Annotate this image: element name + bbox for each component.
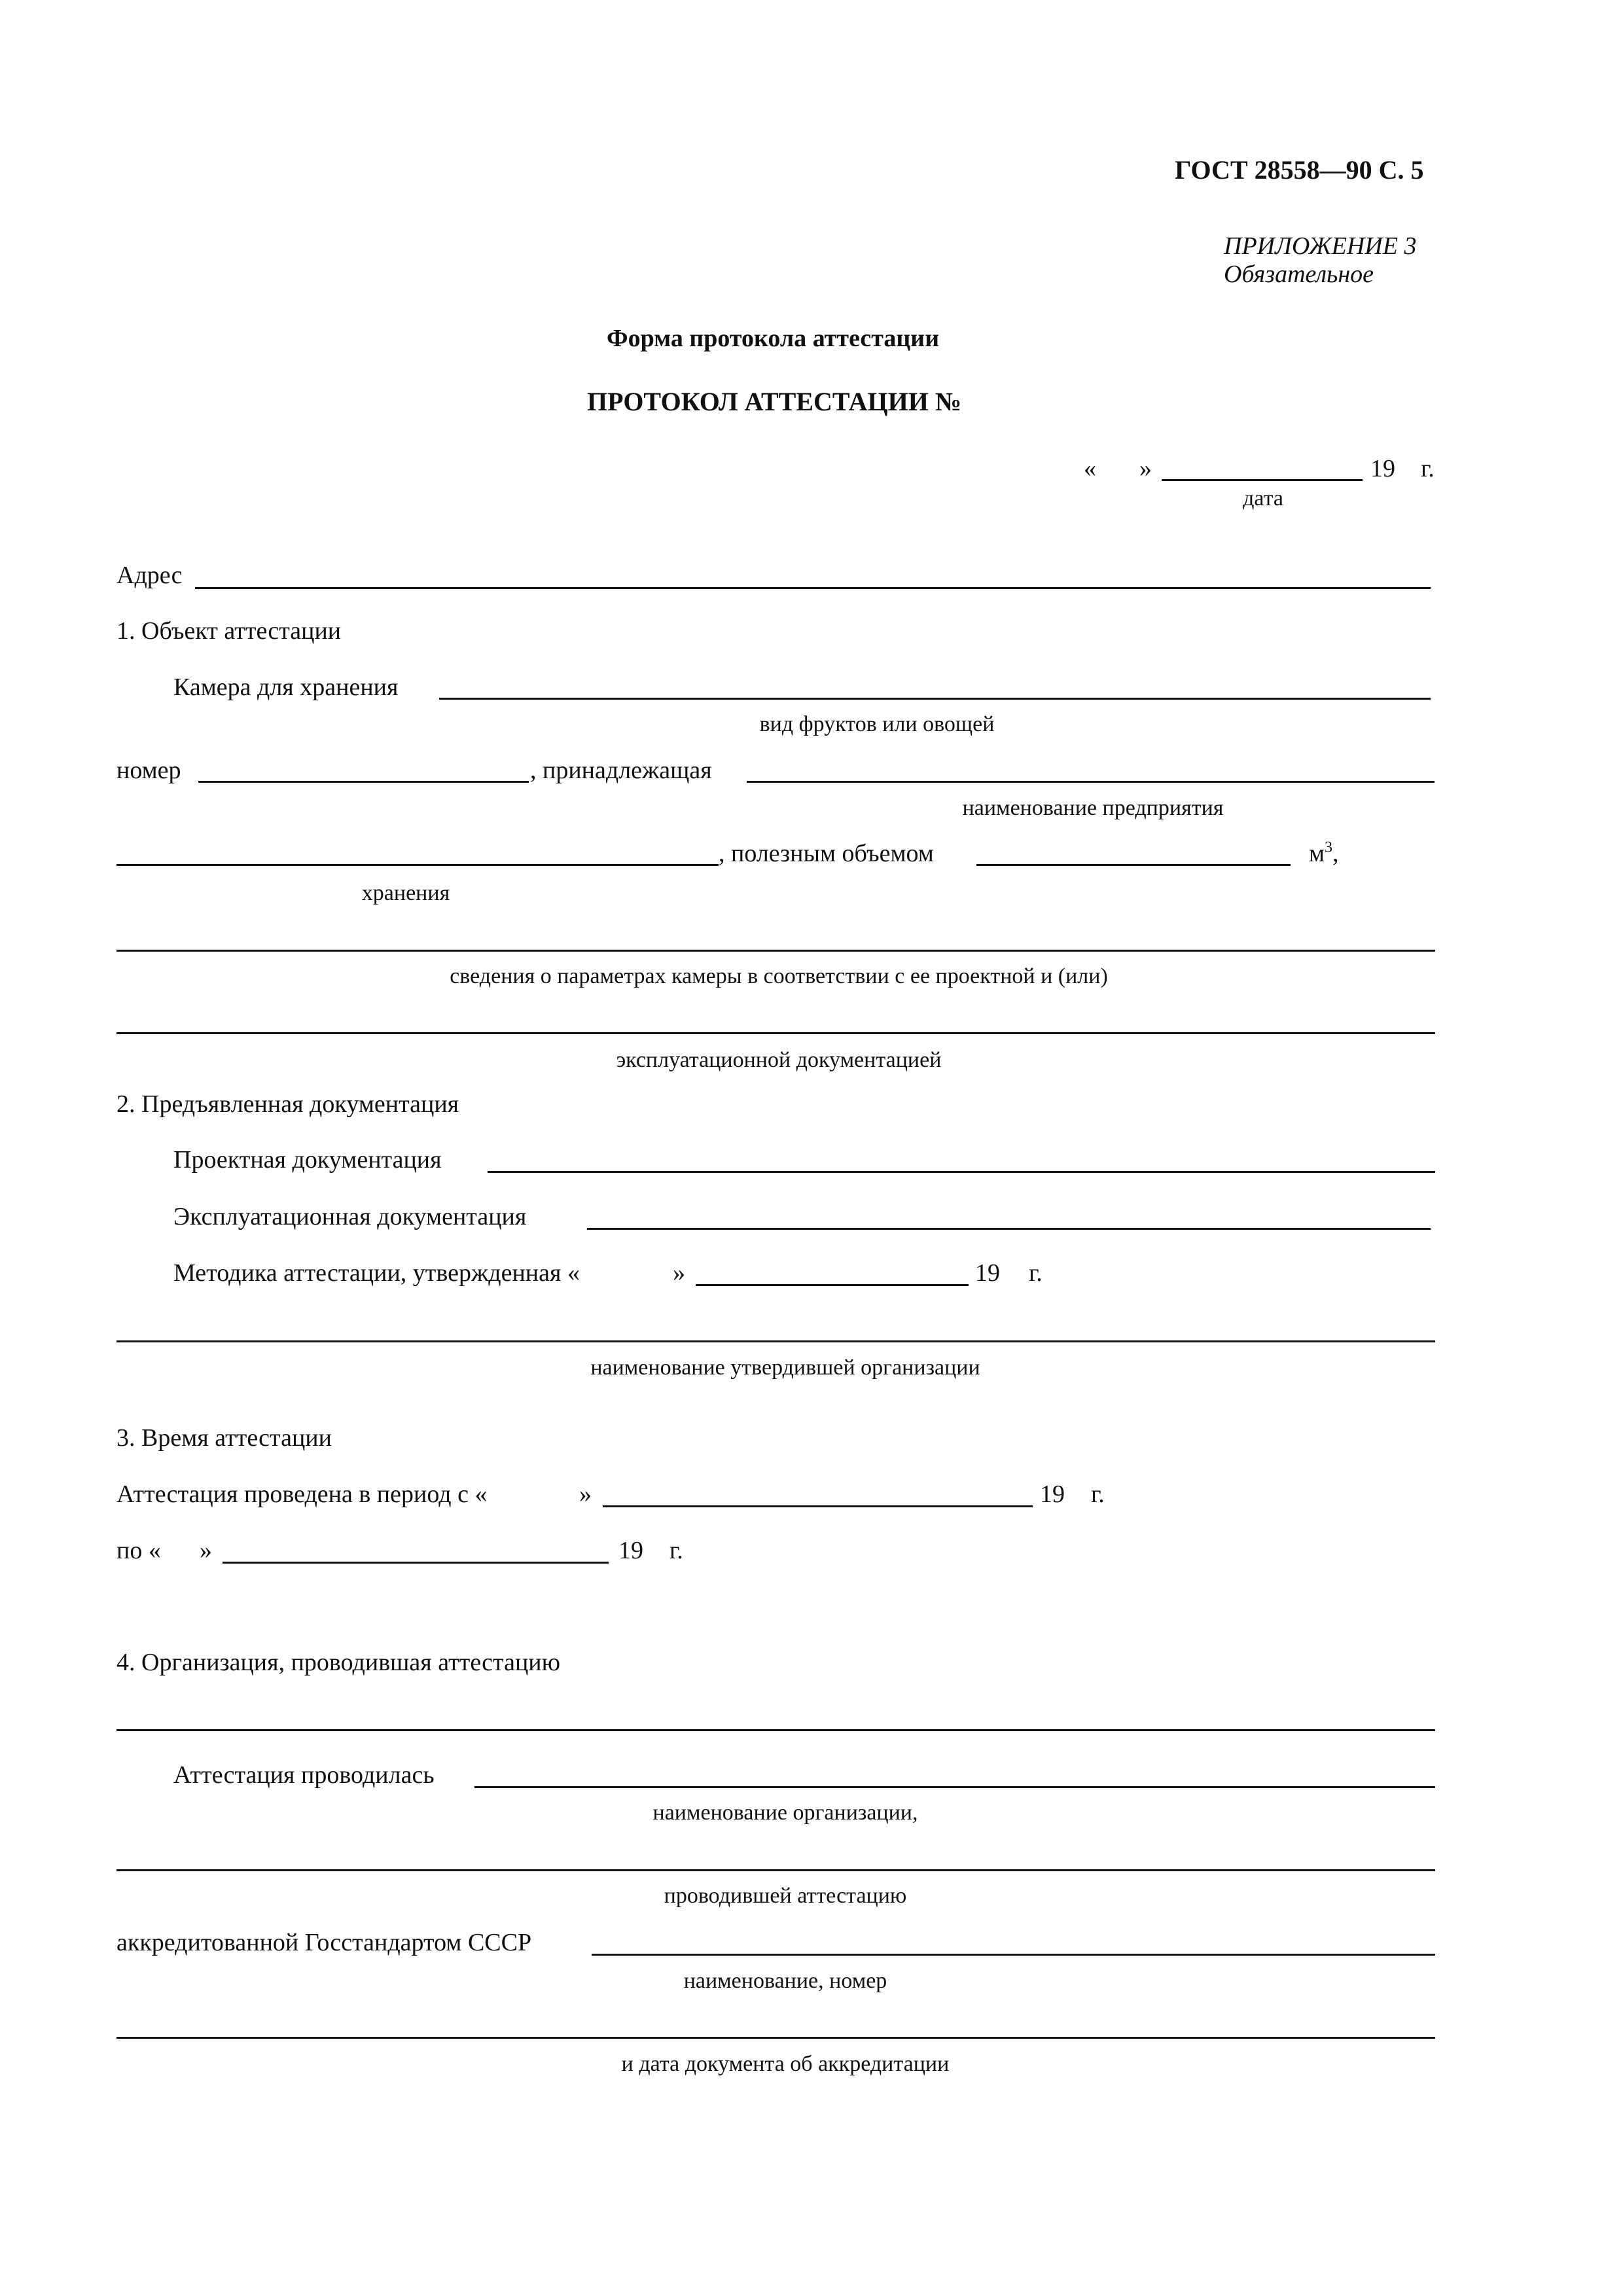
org-caption: наименование организации,: [652, 1801, 918, 1825]
section2-heading: 2. Предъявленная документация: [116, 1090, 459, 1118]
period-from-field[interactable]: [603, 1505, 1033, 1507]
date-quote-close: »: [1139, 455, 1152, 482]
project-doc-label: Проектная документация: [173, 1146, 442, 1174]
belongs-label: , принадлежащая: [530, 757, 712, 784]
section1-heading: 1. Объект аттестации: [116, 617, 342, 645]
project-doc-field[interactable]: [488, 1171, 1435, 1173]
conducted-field[interactable]: [474, 1786, 1435, 1788]
date-year-suffix: г.: [1421, 455, 1435, 482]
approving-org-field[interactable]: [116, 1340, 1435, 1342]
org-caption-2: проводившей аттестацию: [664, 1884, 907, 1908]
address-field[interactable]: [195, 587, 1431, 589]
volume-label: , полезным объемом: [719, 840, 934, 867]
approving-org-caption: наименование утвердившей организации: [590, 1355, 980, 1380]
chamber-field[interactable]: [439, 698, 1431, 700]
doc-caption: наименование, номер: [683, 1969, 887, 1993]
volume-field[interactable]: [976, 864, 1291, 866]
form-title: Форма протокола аттестации: [607, 325, 940, 352]
accreditation-field[interactable]: [592, 1954, 1435, 1956]
method-year: 19: [975, 1259, 1000, 1287]
to-label: по «: [116, 1537, 161, 1564]
period-quote-close: »: [579, 1480, 592, 1508]
number-field[interactable]: [198, 781, 529, 783]
method-label: Методика аттестации, утвержденная «: [173, 1259, 580, 1287]
appendix-label: ПРИЛОЖЕНИЕ 3: [1224, 232, 1417, 260]
date-caption: дата: [1243, 486, 1283, 511]
period-to-field[interactable]: [223, 1562, 609, 1564]
standard-number: ГОСТ 28558—90 С. 5: [1175, 155, 1424, 185]
storage-caption: хранения: [361, 881, 450, 905]
storage-field[interactable]: [116, 864, 719, 866]
method-year-suffix: г.: [1029, 1259, 1043, 1287]
volume-unit: $м^3$,: [1309, 839, 1339, 867]
to-year-suffix: г.: [669, 1537, 683, 1564]
appendix-status: Обязательное: [1224, 260, 1374, 288]
address-label: Адрес: [116, 562, 183, 589]
accreditation-doc-field[interactable]: [116, 2037, 1435, 2039]
doc-caption-2: и дата документа об аккредитации: [621, 2052, 950, 2076]
operational-doc-field[interactable]: [587, 1228, 1431, 1230]
operational-doc-label: Эксплуатационная документация: [173, 1203, 527, 1230]
chamber-label: Камера для хранения: [173, 673, 399, 701]
number-label: номер: [116, 757, 181, 784]
to-quote-close: »: [200, 1537, 212, 1564]
accredited-label: аккредитованной Госстандартом СССР: [116, 1929, 532, 1956]
date-quote-open: «: [1084, 455, 1096, 482]
enterprise-caption: наименование предприятия: [962, 796, 1224, 820]
params-caption: сведения о параметрах камеры в соответствии с ее проектной и (или): [450, 964, 1108, 988]
method-quote-close: »: [673, 1259, 685, 1287]
method-date-field[interactable]: [696, 1284, 969, 1286]
to-year: 19: [618, 1537, 643, 1564]
params-field-2[interactable]: [116, 1032, 1435, 1034]
period-label: Аттестация проведена в период с «: [116, 1480, 488, 1508]
enterprise-field[interactable]: [747, 781, 1435, 783]
period-year-suffix: г.: [1091, 1480, 1105, 1508]
date-year: 19: [1370, 455, 1395, 482]
organization-field[interactable]: [116, 1729, 1435, 1731]
conducted-label: Аттестация проводилась: [173, 1761, 435, 1789]
protocol-title: ПРОТОКОЛ АТТЕСТАЦИИ №: [587, 387, 962, 416]
section3-heading: 3. Время аттестации: [116, 1424, 332, 1452]
section4-heading: 4. Организация, проводившая аттестацию: [116, 1649, 561, 1676]
org-field-2[interactable]: [116, 1869, 1435, 1871]
date-field[interactable]: [1162, 479, 1363, 481]
chamber-caption: вид фруктов или овощей: [759, 712, 995, 736]
params-field-1[interactable]: [116, 950, 1435, 952]
period-year: 19: [1040, 1480, 1065, 1508]
params-caption-2: эксплуатационной документацией: [616, 1048, 942, 1072]
